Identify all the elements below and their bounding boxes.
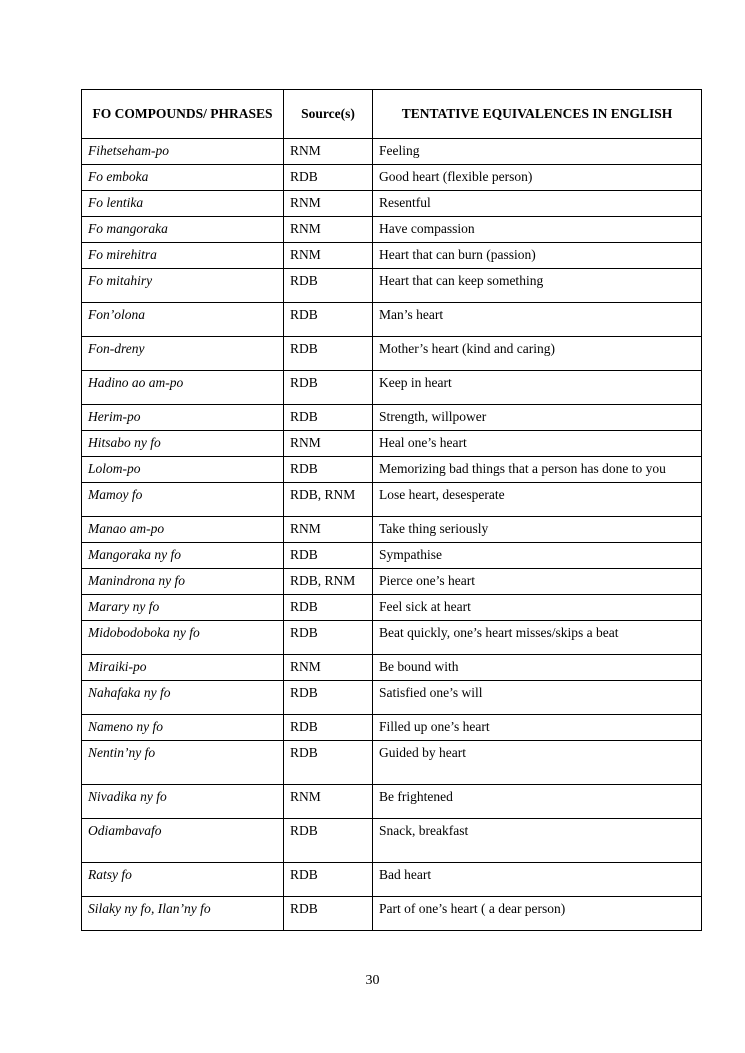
term-cell: Fo mitahiry [82,269,284,303]
table-row [82,337,702,371]
term-cell: Manindrona ny fo [82,569,284,595]
english-cell: Feel sick at heart [373,595,702,621]
table-row [82,483,702,517]
english-cell: Part of one’s heart ( a dear person) [373,897,702,931]
term-cell: Fon’olona [82,303,284,337]
english-cell: Good heart (flexible person) [373,165,702,191]
source-cell: RDB [284,405,373,431]
term-cell: Fon-dreny [82,337,284,371]
source-cell: RDB [284,337,373,371]
english-cell: Snack, breakfast [373,819,702,863]
table-row [82,863,702,897]
english-cell: Strength, willpower [373,405,702,431]
term-cell: Marary ny fo [82,595,284,621]
english-cell: Take thing seriously [373,517,702,543]
english-cell: Be frightened [373,785,702,819]
source-cell: RNM [284,655,373,681]
source-cell: RDB [284,303,373,337]
source-cell: RDB [284,543,373,569]
source-cell: RDB [284,741,373,785]
source-cell: RDB, RNM [284,569,373,595]
term-cell: Mangoraka ny fo [82,543,284,569]
term-cell: Fo lentika [82,191,284,217]
english-cell: Guided by heart [373,741,702,785]
english-cell: Resentful [373,191,702,217]
english-cell: Pierce one’s heart [373,569,702,595]
term-cell: Manao am-po [82,517,284,543]
source-cell: RNM [284,517,373,543]
term-cell: Fo mangoraka [82,217,284,243]
term-cell: Fo mirehitra [82,243,284,269]
english-cell: Lose heart, desesperate [373,483,702,517]
source-cell: RNM [284,785,373,819]
english-cell: Memorizing bad things that a person has done to you [373,457,702,483]
english-cell: Heart that can burn (passion) [373,243,702,269]
term-cell: Fo emboka [82,165,284,191]
english-cell: Keep in heart [373,371,702,405]
source-cell: RDB [284,897,373,931]
table-row [82,655,702,681]
table-row [82,819,702,863]
header-source: Source(s) [284,90,373,139]
source-cell: RNM [284,217,373,243]
english-cell: Beat quickly, one’s heart misses/skips a beat [373,621,702,655]
table-row [82,139,702,165]
source-cell: RDB [284,269,373,303]
english-cell: Feeling [373,139,702,165]
table-row [82,243,702,269]
term-cell: Herim-po [82,405,284,431]
term-cell: Odiambavafo [82,819,284,863]
source-cell: RDB [284,819,373,863]
term-cell: Miraiki-po [82,655,284,681]
english-cell: Mother’s heart (kind and caring) [373,337,702,371]
table-row [82,371,702,405]
table-row [82,517,702,543]
header-compound: FO COMPOUNDS/ PHRASES [82,90,284,139]
table-row [82,165,702,191]
term-cell: Lolom-po [82,457,284,483]
source-cell: RDB [284,595,373,621]
table-row [82,595,702,621]
english-cell: Sympathise [373,543,702,569]
table-header-row [82,90,702,139]
english-cell: Heart that can keep something [373,269,702,303]
source-cell: RNM [284,191,373,217]
source-cell: RNM [284,139,373,165]
table-row [82,457,702,483]
english-cell: Bad heart [373,863,702,897]
term-cell: Ratsy fo [82,863,284,897]
source-cell: RDB [284,863,373,897]
term-cell: Nivadika ny fo [82,785,284,819]
english-cell: Have compassion [373,217,702,243]
source-cell: RDB [284,621,373,655]
term-cell: Midobodoboka ny fo [82,621,284,655]
term-cell: Hitsabo ny fo [82,431,284,457]
table-row [82,569,702,595]
source-cell: RNM [284,431,373,457]
header-english: TENTATIVE EQUIVALENCES IN ENGLISH [373,90,702,139]
source-cell: RDB, RNM [284,483,373,517]
table-row [82,741,702,785]
table-row [82,715,702,741]
table-row [82,303,702,337]
english-cell: Filled up one’s heart [373,715,702,741]
term-cell: Hadino ao am-po [82,371,284,405]
table-row [82,269,702,303]
table-row [82,785,702,819]
source-cell: RDB [284,457,373,483]
table-row [82,431,702,457]
table-row [82,897,702,931]
table-row [82,681,702,715]
source-cell: RDB [284,371,373,405]
table-row [82,191,702,217]
source-cell: RDB [284,681,373,715]
term-cell: Nentin’ny fo [82,741,284,785]
english-cell: Be bound with [373,655,702,681]
page-number: 30 [365,973,380,988]
term-cell: Silaky ny fo, Ilan’ny fo [82,897,284,931]
table-row [82,217,702,243]
term-cell: Nameno ny fo [82,715,284,741]
source-cell: RNM [284,243,373,269]
term-cell: Fihetseham-po [82,139,284,165]
english-cell: Heal one’s heart [373,431,702,457]
fo-compounds-table [81,89,702,931]
source-cell: RDB [284,165,373,191]
english-cell: Satisfied one’s will [373,681,702,715]
source-cell: RDB [284,715,373,741]
term-cell: Nahafaka ny fo [82,681,284,715]
table-row [82,405,702,431]
table-row [82,621,702,655]
table-row [82,543,702,569]
english-cell: Man’s heart [373,303,702,337]
term-cell: Mamoy fo [82,483,284,517]
